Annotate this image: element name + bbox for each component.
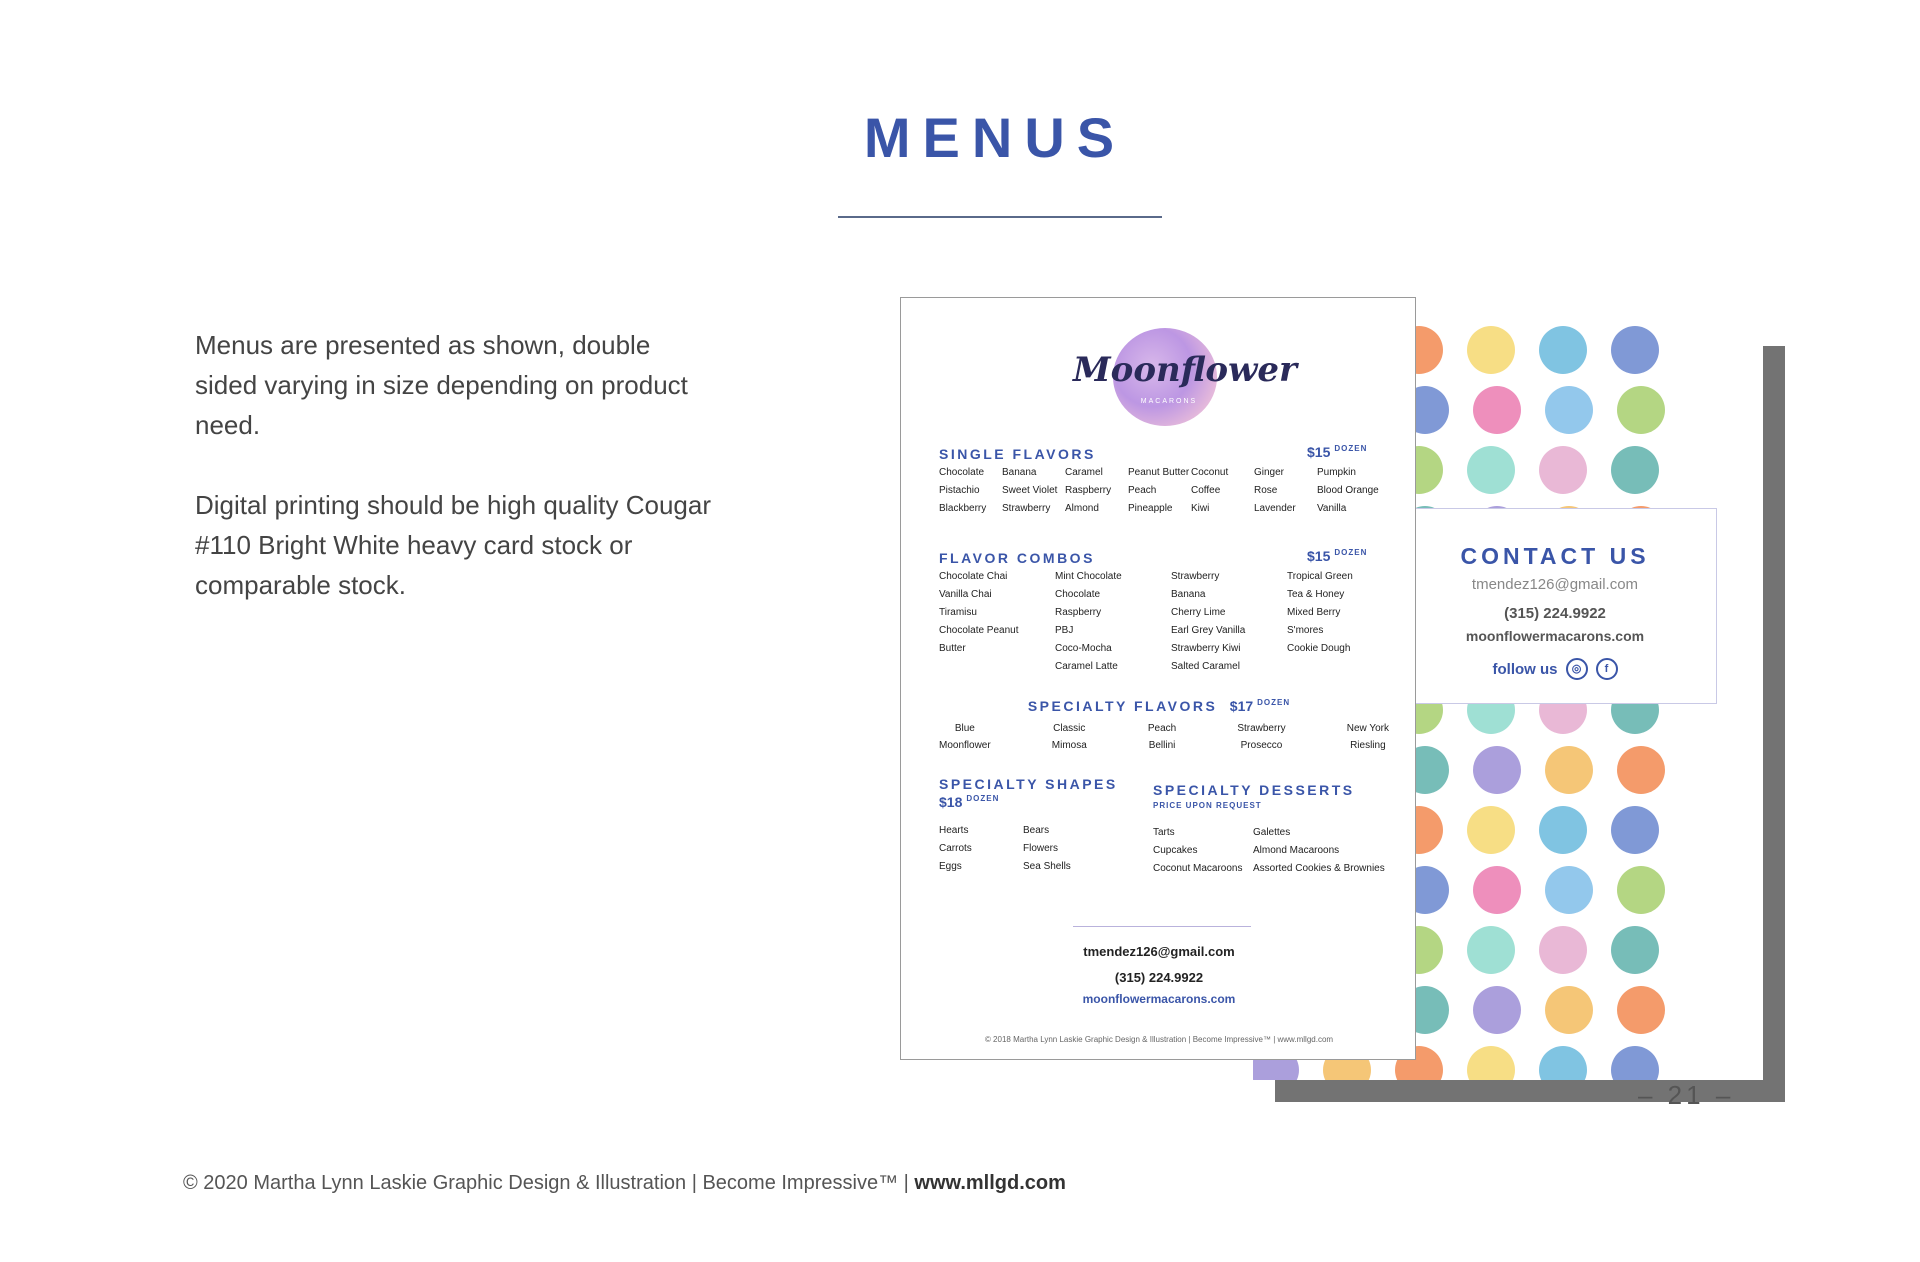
combo-column <box>1287 568 1403 676</box>
menu-item: Cookie Dough <box>1287 643 1351 654</box>
watercolor-dot <box>1467 446 1515 494</box>
combo-column <box>939 568 1055 676</box>
watercolor-dot <box>1467 1046 1515 1080</box>
specialty-flavors-header <box>901 698 1417 716</box>
specialty-flavor <box>1347 720 1389 754</box>
combo-column <box>1055 568 1171 676</box>
logo-name: Moonflower <box>1073 350 1297 390</box>
contact-website: moonflowermacarons.com <box>1465 628 1645 644</box>
menu-item: Mimosa <box>1051 740 1087 751</box>
menu-item: Prosecco <box>1240 740 1283 751</box>
watercolor-dot <box>1539 1046 1587 1080</box>
watercolor-dot <box>1467 806 1515 854</box>
shapes-price-value: $18 <box>939 794 963 810</box>
menu-item: Cherry Lime <box>1171 607 1226 618</box>
single-flavors-title: SINGLE FLAVORS <box>939 446 1096 462</box>
page-number: – 21 – <box>1638 1080 1735 1110</box>
flavor-combos-list <box>939 568 1403 676</box>
menu-item: Sea Shells <box>1023 861 1071 872</box>
footer-copyright: © 2020 Martha Lynn Laskie Graphic Design & Illustration | Become Impressive™ | <box>183 1172 909 1194</box>
menu-item: Hearts <box>939 825 969 836</box>
front-phone: (315) 224.9922 <box>1114 970 1204 985</box>
intro-text <box>195 325 715 645</box>
menu-item: Coconut Macaroons <box>1153 863 1243 874</box>
menu-item: Moonflower <box>939 740 991 751</box>
specialty-flavor <box>1052 720 1087 754</box>
menu-item: New York <box>1346 723 1389 734</box>
watercolor-dot <box>1545 986 1593 1034</box>
menu-item: Pistachio <box>939 485 980 496</box>
specialty-desserts-list <box>1153 824 1393 878</box>
menu-item: Strawberry <box>1237 723 1286 734</box>
watercolor-dot <box>1611 806 1659 854</box>
watercolor-dot <box>1545 386 1593 434</box>
front-email: tmendez126@gmail.com <box>1083 944 1235 959</box>
menu-item: Rose <box>1254 485 1278 496</box>
menu-item: Strawberry Kiwi <box>1171 643 1241 654</box>
specialty-shapes-title: SPECIALTY SHAPES <box>939 776 1118 792</box>
menu-item: Bellini <box>1148 740 1176 751</box>
specialty-flavors-list <box>939 720 1389 754</box>
specialty-desserts-title: SPECIALTY DESSERTS <box>1153 782 1355 798</box>
menu-item: Blood Orange <box>1317 485 1379 496</box>
menu-item: Bears <box>1023 825 1050 836</box>
menu-item: Cupcakes <box>1153 845 1198 856</box>
menu-item: Tiramisu <box>939 607 977 618</box>
menu-item: Chocolate Peanut Butter <box>939 625 1019 654</box>
specialty-flavors-price <box>1230 698 1290 714</box>
menu-item: Peach <box>1147 723 1177 734</box>
menu-item: Earl Grey Vanilla <box>1171 625 1246 636</box>
menu-item: Chocolate Raspberry <box>1055 589 1102 618</box>
menu-item: Galettes <box>1253 827 1291 838</box>
menu-item: Tarts <box>1153 827 1175 838</box>
menu-item: PBJ <box>1055 625 1074 636</box>
menu-item: Chocolate Chai <box>939 571 1008 582</box>
menu-item: Banana <box>1002 467 1037 478</box>
menu-item: Blue <box>954 723 975 734</box>
menu-item: Flowers <box>1023 843 1059 854</box>
front-website: moonflowermacarons.com <box>1082 992 1236 1006</box>
single-flavors-list <box>939 464 1387 518</box>
contact-title: CONTACT US <box>1460 543 1650 569</box>
menu-item: Ginger <box>1254 467 1285 478</box>
shapes-price-unit: DOZEN <box>966 794 1000 804</box>
menu-item: Lavender <box>1254 503 1296 514</box>
menu-item: Pineapple <box>1128 503 1173 514</box>
watercolor-dot <box>1467 926 1515 974</box>
intro-paragraph-2: Digital printing should be high quality Cougar #110 Bright White heavy card stock or comparable stock. <box>195 490 711 600</box>
watercolor-dot <box>1611 1046 1659 1080</box>
watercolor-dot <box>1539 326 1587 374</box>
menu-item: Kiwi <box>1191 503 1210 514</box>
follow-label: follow us <box>1492 660 1558 678</box>
menu-item: Blackberry <box>939 503 987 514</box>
watercolor-dot <box>1611 326 1659 374</box>
footer-link[interactable]: www.mllgd.com <box>914 1172 1066 1194</box>
specialty-flavors-title: SPECIALTY FLAVORS <box>1027 698 1218 714</box>
menu-item: Mint Chocolate <box>1055 571 1122 582</box>
combos-price-value: $15 <box>1307 548 1331 564</box>
footer <box>183 1172 1066 1195</box>
menu-item: Riesling <box>1350 740 1386 751</box>
watercolor-dot <box>1617 386 1665 434</box>
menu-item: S'mores <box>1287 625 1324 636</box>
menu-item: Pumpkin <box>1317 467 1356 478</box>
instagram-icon: ◎ <box>1566 658 1588 680</box>
menu-item: Raspberry <box>1065 485 1112 496</box>
contact-email: tmendez126@gmail.com <box>1471 576 1639 593</box>
single-price-value: $15 <box>1307 444 1331 460</box>
flavor-combos-price <box>1307 548 1367 564</box>
menu-item: Almond <box>1065 503 1099 514</box>
watercolor-dot <box>1617 746 1665 794</box>
watercolor-dot <box>1473 866 1521 914</box>
watercolor-dot <box>1539 446 1587 494</box>
menu-item: Peach <box>1128 485 1157 496</box>
contact-phone: (315) 224.9922 <box>1504 605 1606 622</box>
flavor-combos-title: FLAVOR COMBOS <box>939 550 1095 566</box>
watercolor-dot <box>1617 986 1665 1034</box>
page-title: MENUS <box>863 106 1127 169</box>
specialty-flavor <box>1148 720 1176 754</box>
menu-item: Eggs <box>939 861 962 872</box>
intro-paragraph-1: Menus are presented as shown, double sided varying in size depending on product need. <box>195 330 688 440</box>
menu-item: Sweet Violet <box>1002 485 1058 496</box>
menu-item: Strawberry <box>1002 503 1051 514</box>
menu-item: Salted Caramel <box>1171 661 1240 672</box>
logo-subtitle: MACARONS <box>1140 398 1198 405</box>
menu-item: Vanilla Chai <box>939 589 992 600</box>
watercolor-dot <box>1467 326 1515 374</box>
menu-item: Strawberry Banana <box>1171 571 1220 600</box>
watercolor-dot <box>1545 746 1593 794</box>
menu-item: Caramel <box>1065 467 1103 478</box>
contact-card <box>1393 508 1717 704</box>
menu-item: Almond Macaroons <box>1253 845 1340 856</box>
menu-item: Vanilla <box>1317 503 1347 514</box>
menu-item: Caramel Latte <box>1055 661 1118 672</box>
watercolor-dot <box>1545 866 1593 914</box>
watercolor-dot <box>1539 926 1587 974</box>
menu-item: Tropical Green Tea & Honey <box>1287 571 1353 600</box>
front-copyright: © 2018 Martha Lynn Laskie Graphic Design & Illustration | Become Impressive™ | www.mllgd.com <box>984 1035 1334 1044</box>
menu-front <box>900 297 1416 1060</box>
specialty-flavor <box>1237 720 1285 754</box>
contact-divider <box>1073 926 1251 927</box>
watercolor-dot <box>1473 986 1521 1034</box>
specialty-shapes-list <box>939 822 1107 876</box>
watercolor-dot <box>1611 926 1659 974</box>
facebook-icon: f <box>1596 658 1618 680</box>
specialty-price-value: $17 <box>1229 698 1254 714</box>
single-price-unit: DOZEN <box>1334 444 1368 454</box>
menu-item: Chocolate <box>939 467 985 478</box>
combos-price-unit: DOZEN <box>1334 548 1368 558</box>
specialty-price-unit: DOZEN <box>1257 698 1291 708</box>
menu-item: Coconut <box>1191 467 1229 478</box>
watercolor-dot <box>1539 806 1587 854</box>
watercolor-dot <box>1473 386 1521 434</box>
single-flavors-price <box>1307 444 1367 460</box>
menu-item: Coco-Mocha <box>1055 643 1112 654</box>
menu-item: Classic <box>1053 723 1086 734</box>
watercolor-dot <box>1611 446 1659 494</box>
specialty-flavor <box>939 720 991 754</box>
menu-item: Coffee <box>1191 485 1221 496</box>
follow-row <box>1394 658 1716 680</box>
title-divider <box>838 216 1162 218</box>
menu-item: Mixed Berry <box>1287 607 1341 618</box>
menu-item: Carrots <box>939 843 972 854</box>
menu-item: Assorted Cookies & Brownies <box>1253 863 1385 874</box>
menu-item: Peanut Butter <box>1128 467 1190 478</box>
combo-column <box>1171 568 1287 676</box>
desserts-price-note: PRICE UPON REQUEST <box>1153 801 1262 810</box>
specialty-shapes-price <box>939 794 999 810</box>
watercolor-dot <box>1617 866 1665 914</box>
watercolor-dot <box>1473 746 1521 794</box>
